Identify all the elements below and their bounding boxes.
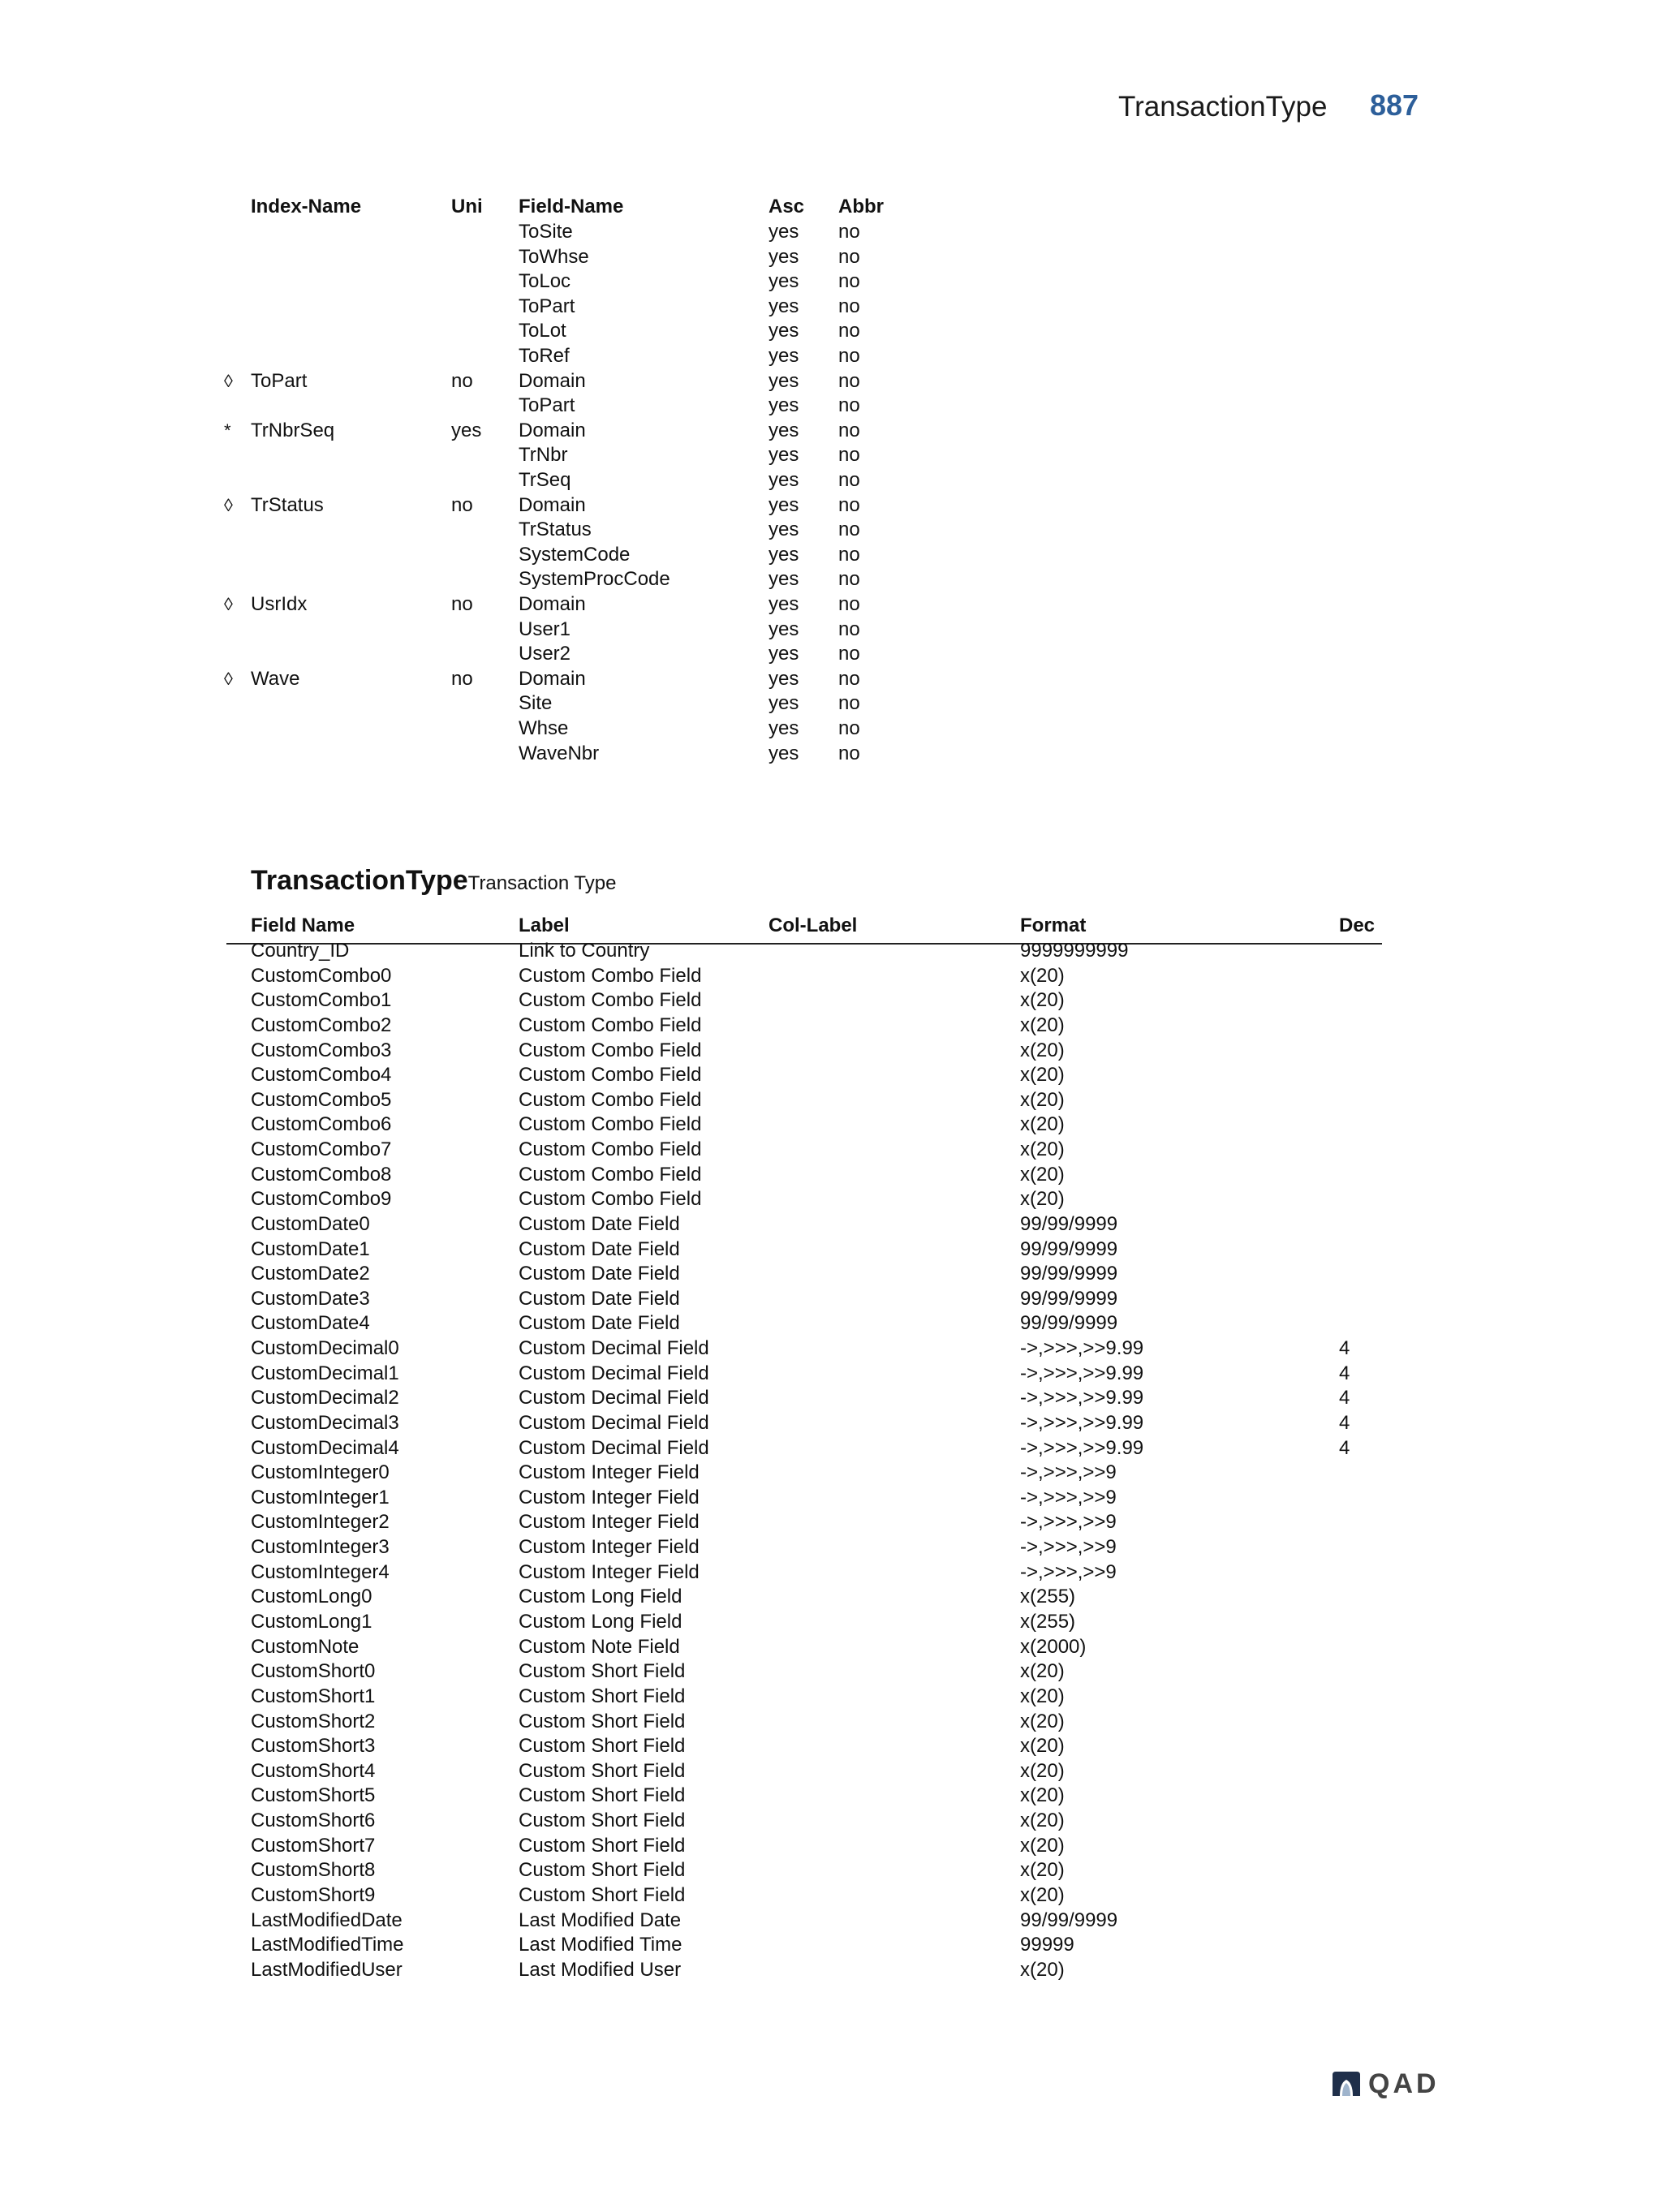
label-cell: Custom Short Field	[519, 1711, 686, 1732]
label-cell: Custom Short Field	[519, 1685, 686, 1707]
label-cell: Custom Decimal Field	[519, 1437, 709, 1459]
unique-cell: no	[451, 370, 473, 392]
format-cell: ->,>>>,>>9.99	[1020, 1387, 1144, 1409]
format-cell: x(20)	[1020, 965, 1065, 987]
field-name-cell: CustomDecimal1	[251, 1362, 399, 1384]
format-cell: 99/99/9999	[1020, 1263, 1118, 1285]
label-cell: Custom Short Field	[519, 1660, 686, 1682]
abbreviated-cell: no	[838, 544, 860, 566]
section-title	[251, 863, 616, 904]
index-field-name-cell: TrNbr	[519, 444, 568, 466]
ascending-cell: yes	[769, 444, 799, 466]
abbreviated-cell: no	[838, 618, 860, 640]
field-name-cell: CustomDate2	[251, 1263, 370, 1285]
ascending-cell: yes	[769, 394, 799, 416]
field-header-label: Label	[519, 914, 570, 936]
ascending-cell: yes	[769, 692, 799, 714]
abbreviated-cell: no	[838, 295, 860, 317]
label-cell: Custom Short Field	[519, 1884, 686, 1906]
field-name-cell: CustomDate3	[251, 1288, 370, 1310]
label-cell: Last Modified Time	[519, 1934, 682, 1956]
field-name-cell: CustomShort1	[251, 1685, 376, 1707]
abbreviated-cell: no	[838, 444, 860, 466]
ascending-cell: yes	[769, 618, 799, 640]
label-cell: Custom Integer Field	[519, 1561, 700, 1583]
label-cell: Custom Combo Field	[519, 1164, 702, 1186]
format-cell: x(20)	[1020, 1735, 1065, 1757]
ascending-cell: yes	[769, 643, 799, 665]
format-cell: 99/99/9999	[1020, 1288, 1118, 1310]
label-cell: Link to Country	[519, 940, 650, 962]
field-name-cell: CustomCombo8	[251, 1164, 392, 1186]
field-name-cell: CustomCombo4	[251, 1064, 392, 1086]
label-cell: Custom Combo Field	[519, 1014, 702, 1036]
field-name-cell: CustomCombo1	[251, 989, 392, 1011]
format-cell: ->,>>>,>>9.99	[1020, 1362, 1144, 1384]
abbreviated-cell: no	[838, 420, 860, 441]
index-header-abbr: Abbr	[838, 196, 884, 217]
format-cell: x(20)	[1020, 1884, 1065, 1906]
abbreviated-cell: no	[838, 519, 860, 540]
format-cell: x(20)	[1020, 1113, 1065, 1135]
field-name-cell: CustomCombo9	[251, 1188, 392, 1210]
unique-cell: yes	[451, 420, 482, 441]
label-cell: Last Modified User	[519, 1959, 682, 1981]
label-cell: Custom Date Field	[519, 1312, 680, 1334]
format-cell: ->,>>>,>>9	[1020, 1511, 1117, 1533]
format-cell: x(20)	[1020, 1810, 1065, 1831]
ascending-cell: yes	[769, 469, 799, 491]
index-field-name-cell: ToSite	[519, 221, 573, 243]
qad-logo-text: QAD	[1368, 2068, 1440, 2099]
ascending-cell: yes	[769, 270, 799, 292]
label-cell: Custom Decimal Field	[519, 1387, 709, 1409]
index-header-field-name: Field-Name	[519, 196, 624, 217]
format-cell: ->,>>>,>>9	[1020, 1536, 1117, 1558]
format-cell: ->,>>>,>>9.99	[1020, 1337, 1144, 1359]
ascending-cell: yes	[769, 717, 799, 739]
field-name-cell: CustomShort4	[251, 1760, 376, 1782]
field-name-cell: CustomDecimal3	[251, 1412, 399, 1434]
index-field-name-cell: ToPart	[519, 394, 575, 416]
format-cell: x(20)	[1020, 1760, 1065, 1782]
abbreviated-cell: no	[838, 370, 860, 392]
field-name-cell: CustomDate4	[251, 1312, 370, 1334]
format-cell: x(255)	[1020, 1586, 1076, 1607]
index-header-index-name: Index-Name	[251, 196, 362, 217]
format-cell: 99/99/9999	[1020, 1909, 1118, 1931]
index-field-name-cell: Domain	[519, 420, 586, 441]
field-header-dec: Dec	[1339, 914, 1376, 936]
field-name-cell: CustomDecimal0	[251, 1337, 399, 1359]
primary-index-marker: *	[224, 420, 231, 441]
field-name-cell: CustomShort5	[251, 1784, 376, 1806]
decimals-cell: 4	[1339, 1437, 1350, 1459]
label-cell: Custom Decimal Field	[519, 1337, 709, 1359]
index-field-name-cell: SystemProcCode	[519, 568, 670, 590]
ascending-cell: yes	[769, 593, 799, 615]
qad-logo	[1331, 2069, 1440, 2098]
label-cell: Custom Combo Field	[519, 1039, 702, 1061]
ascending-cell: yes	[769, 544, 799, 566]
field-name-cell: CustomCombo3	[251, 1039, 392, 1061]
format-cell: x(2000)	[1020, 1636, 1087, 1658]
abbreviated-cell: no	[838, 593, 860, 615]
format-cell: x(20)	[1020, 1089, 1065, 1111]
format-cell: x(20)	[1020, 1959, 1065, 1981]
header-divider	[226, 943, 1382, 945]
index-header-asc: Asc	[769, 196, 805, 217]
label-cell: Custom Short Field	[519, 1835, 686, 1857]
format-cell: 99/99/9999	[1020, 1238, 1118, 1260]
label-cell: Custom Short Field	[519, 1784, 686, 1806]
field-name-cell: CustomShort3	[251, 1735, 376, 1757]
ascending-cell: yes	[769, 345, 799, 367]
abbreviated-cell: no	[838, 643, 860, 665]
label-cell: Custom Note Field	[519, 1636, 680, 1658]
format-cell: x(20)	[1020, 1039, 1065, 1061]
index-field-name-cell: SystemCode	[519, 544, 631, 566]
label-cell: Custom Combo Field	[519, 965, 702, 987]
abbreviated-cell: no	[838, 221, 860, 243]
format-cell: ->,>>>,>>9	[1020, 1461, 1117, 1483]
index-field-name-cell: TrStatus	[519, 519, 592, 540]
unique-cell: no	[451, 668, 473, 690]
index-field-name-cell: ToLoc	[519, 270, 571, 292]
abbreviated-cell: no	[838, 345, 860, 367]
ascending-cell: yes	[769, 370, 799, 392]
ascending-cell: yes	[769, 320, 799, 342]
label-cell: Custom Decimal Field	[519, 1412, 709, 1434]
abbreviated-cell: no	[838, 568, 860, 590]
label-cell: Custom Combo Field	[519, 989, 702, 1011]
page-header-title: TransactionType	[1118, 91, 1328, 123]
field-name-cell: CustomDate1	[251, 1238, 370, 1260]
decimals-cell: 4	[1339, 1362, 1350, 1384]
field-name-cell: Country_ID	[251, 940, 350, 962]
label-cell: Custom Date Field	[519, 1213, 680, 1235]
unique-cell: no	[451, 593, 473, 615]
abbreviated-cell: no	[838, 270, 860, 292]
field-name-cell: CustomInteger4	[251, 1561, 390, 1583]
label-cell: Custom Short Field	[519, 1735, 686, 1757]
ascending-cell: yes	[769, 295, 799, 317]
index-name-cell: UsrIdx	[251, 593, 308, 615]
format-cell: x(20)	[1020, 1685, 1065, 1707]
field-name-cell: CustomShort2	[251, 1711, 376, 1732]
decimals-cell: 4	[1339, 1337, 1350, 1359]
index-marker: ◊	[224, 495, 233, 515]
index-marker: ◊	[224, 371, 233, 391]
format-cell: x(20)	[1020, 1835, 1065, 1857]
format-cell: x(20)	[1020, 1014, 1065, 1036]
label-cell: Custom Combo Field	[519, 1089, 702, 1111]
format-cell: x(20)	[1020, 1711, 1065, 1732]
label-cell: Custom Date Field	[519, 1263, 680, 1285]
field-name-cell: CustomInteger2	[251, 1511, 390, 1533]
format-cell: ->,>>>,>>9	[1020, 1487, 1117, 1508]
index-field-name-cell: TrSeq	[519, 469, 571, 491]
format-cell: x(20)	[1020, 989, 1065, 1011]
format-cell: ->,>>>,>>9	[1020, 1561, 1117, 1583]
index-field-name-cell: User2	[519, 643, 571, 665]
ascending-cell: yes	[769, 742, 799, 764]
index-name-cell: TrNbrSeq	[251, 420, 335, 441]
section-table-description: Transaction Type	[467, 872, 617, 894]
abbreviated-cell: no	[838, 469, 860, 491]
index-field-name-cell: Domain	[519, 593, 586, 615]
index-marker: ◊	[224, 594, 233, 614]
label-cell: Custom Decimal Field	[519, 1362, 709, 1384]
field-name-cell: CustomLong0	[251, 1586, 372, 1607]
index-field-name-cell: ToLot	[519, 320, 566, 342]
field-header-format: Format	[1020, 914, 1087, 936]
index-field-name-cell: ToRef	[519, 345, 570, 367]
index-name-cell: ToPart	[251, 370, 308, 392]
format-cell: x(20)	[1020, 1859, 1065, 1881]
field-name-cell: CustomInteger1	[251, 1487, 390, 1508]
index-field-name-cell: ToWhse	[519, 246, 589, 268]
label-cell: Custom Combo Field	[519, 1064, 702, 1086]
format-cell: x(255)	[1020, 1611, 1076, 1633]
label-cell: Custom Integer Field	[519, 1461, 700, 1483]
index-marker: ◊	[224, 669, 233, 689]
field-header-field-name: Field Name	[251, 914, 355, 936]
field-name-cell: CustomCombo6	[251, 1113, 392, 1135]
field-name-cell: CustomCombo7	[251, 1138, 392, 1160]
ascending-cell: yes	[769, 246, 799, 268]
format-cell: 99/99/9999	[1020, 1213, 1118, 1235]
unique-cell: no	[451, 494, 473, 516]
format-cell: ->,>>>,>>9.99	[1020, 1437, 1144, 1459]
format-cell: x(20)	[1020, 1660, 1065, 1682]
index-field-name-cell: User1	[519, 618, 571, 640]
label-cell: Custom Integer Field	[519, 1487, 700, 1508]
index-field-name-cell: Domain	[519, 494, 586, 516]
field-header-col-label: Col-Label	[769, 914, 858, 936]
index-field-name-cell: Domain	[519, 668, 586, 690]
format-cell: x(20)	[1020, 1064, 1065, 1086]
field-name-cell: CustomShort9	[251, 1884, 376, 1906]
abbreviated-cell: no	[838, 692, 860, 714]
ascending-cell: yes	[769, 668, 799, 690]
index-field-name-cell: ToPart	[519, 295, 575, 317]
field-name-cell: CustomLong1	[251, 1611, 372, 1633]
label-cell: Custom Short Field	[519, 1810, 686, 1831]
format-cell: 99/99/9999	[1020, 1312, 1118, 1334]
field-name-cell: CustomShort8	[251, 1859, 376, 1881]
field-name-cell: CustomDecimal2	[251, 1387, 399, 1409]
index-field-name-cell: Site	[519, 692, 553, 714]
label-cell: Custom Combo Field	[519, 1188, 702, 1210]
field-name-cell: CustomCombo0	[251, 965, 392, 987]
field-name-cell: CustomCombo2	[251, 1014, 392, 1036]
section-table-name: TransactionType	[251, 865, 468, 896]
qad-logo-icon	[1331, 2070, 1362, 2098]
abbreviated-cell: no	[838, 246, 860, 268]
field-name-cell: CustomInteger0	[251, 1461, 390, 1483]
field-name-cell: CustomShort6	[251, 1810, 376, 1831]
format-cell: ->,>>>,>>9.99	[1020, 1412, 1144, 1434]
label-cell: Custom Date Field	[519, 1288, 680, 1310]
format-cell: x(20)	[1020, 1784, 1065, 1806]
ascending-cell: yes	[769, 568, 799, 590]
page-number: 887	[1370, 88, 1419, 122]
index-name-cell: TrStatus	[251, 494, 324, 516]
abbreviated-cell: no	[838, 320, 860, 342]
label-cell: Custom Short Field	[519, 1859, 686, 1881]
index-field-name-cell: Domain	[519, 370, 586, 392]
index-header-uni: Uni	[451, 196, 483, 217]
index-name-cell: Wave	[251, 668, 300, 690]
field-name-cell: LastModifiedTime	[251, 1934, 404, 1956]
label-cell: Custom Integer Field	[519, 1511, 700, 1533]
index-field-name-cell: WaveNbr	[519, 742, 600, 764]
format-cell: 99999	[1020, 1934, 1074, 1956]
label-cell: Custom Integer Field	[519, 1536, 700, 1558]
decimals-cell: 4	[1339, 1412, 1350, 1434]
field-name-cell: CustomInteger3	[251, 1536, 390, 1558]
label-cell: Custom Combo Field	[519, 1138, 702, 1160]
format-cell: x(20)	[1020, 1188, 1065, 1210]
label-cell: Custom Combo Field	[519, 1113, 702, 1135]
field-name-cell: CustomDate0	[251, 1213, 370, 1235]
abbreviated-cell: no	[838, 717, 860, 739]
field-name-cell: CustomNote	[251, 1636, 360, 1658]
decimals-cell: 4	[1339, 1387, 1350, 1409]
field-name-cell: LastModifiedDate	[251, 1909, 403, 1931]
field-name-cell: CustomShort7	[251, 1835, 376, 1857]
ascending-cell: yes	[769, 494, 799, 516]
abbreviated-cell: no	[838, 494, 860, 516]
format-cell: x(20)	[1020, 1138, 1065, 1160]
label-cell: Last Modified Date	[519, 1909, 682, 1931]
label-cell: Custom Short Field	[519, 1760, 686, 1782]
abbreviated-cell: no	[838, 742, 860, 764]
field-name-cell: LastModifiedUser	[251, 1959, 403, 1981]
field-name-cell: CustomDecimal4	[251, 1437, 399, 1459]
index-field-name-cell: Whse	[519, 717, 569, 739]
field-name-cell: CustomCombo5	[251, 1089, 392, 1111]
abbreviated-cell: no	[838, 394, 860, 416]
label-cell: Custom Long Field	[519, 1611, 682, 1633]
ascending-cell: yes	[769, 519, 799, 540]
field-name-cell: CustomShort0	[251, 1660, 376, 1682]
format-cell: x(20)	[1020, 1164, 1065, 1186]
label-cell: Custom Long Field	[519, 1586, 682, 1607]
abbreviated-cell: no	[838, 668, 860, 690]
format-cell: 9999999999	[1020, 940, 1129, 962]
label-cell: Custom Date Field	[519, 1238, 680, 1260]
ascending-cell: yes	[769, 221, 799, 243]
ascending-cell: yes	[769, 420, 799, 441]
